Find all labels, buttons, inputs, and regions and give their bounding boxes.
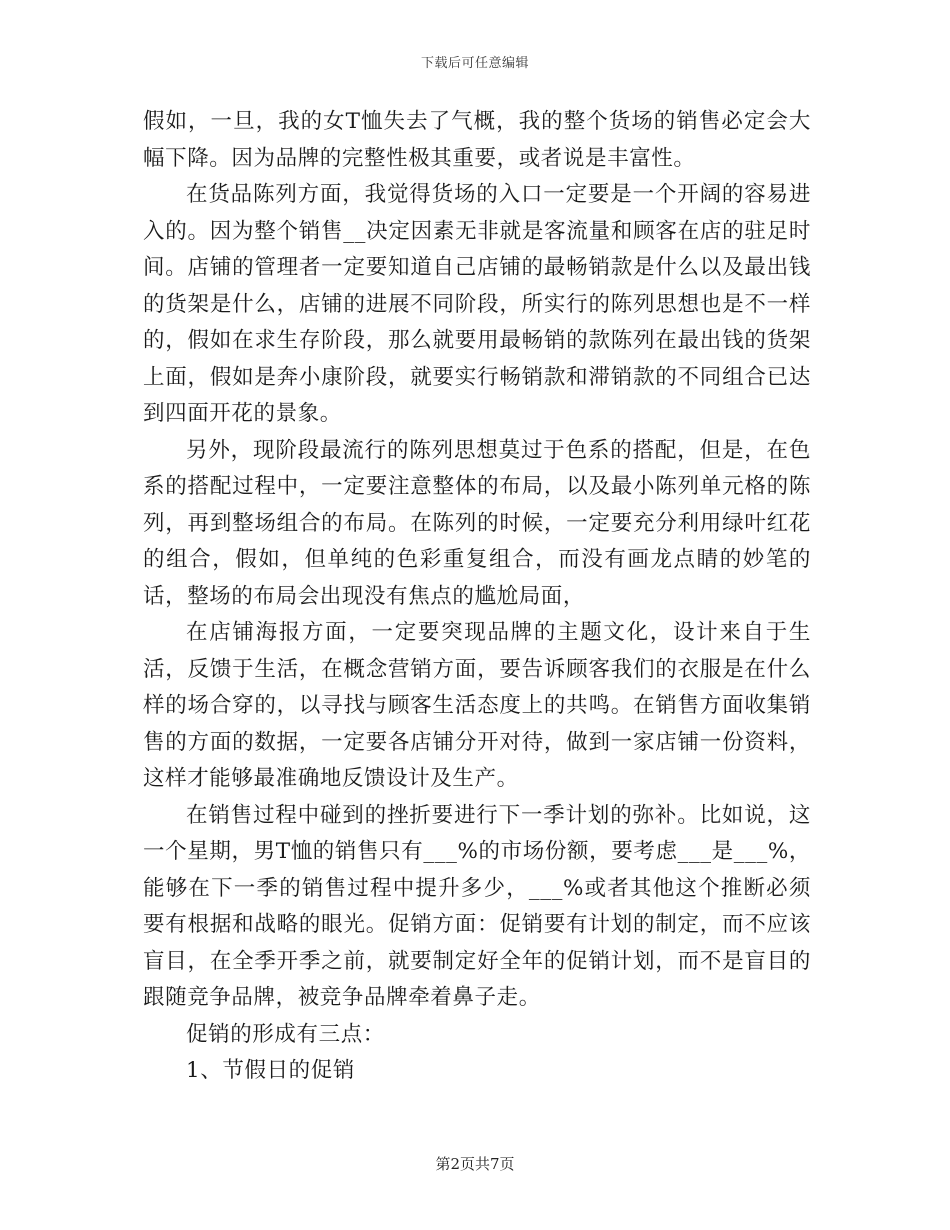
paragraph-2: 在货品陈列方面，我觉得货场的入口一定要是一个开阔的容易进入的。因为整个销售__决定因素无非就是客流量和顾客在店的驻足时间。店铺的管理者一定要知道自己店铺的最畅销款是什么以及最出钱的货架是什么，店铺的进展不同阶段，所实行的陈列思想也是不一样的，假如在求生存阶段，那么就要用最畅销的款陈列在最出钱的货架上面，假如是奔小康阶段，就要实行畅销款和滞销款的不同组合已达到四面开花的景象。 xyxy=(143,182,811,426)
paragraph-1: 假如，一旦，我的女T恤失去了气概，我的整个货场的销售必定会大幅下降。因为品牌的完整性极其重要，或者说是丰富性。 xyxy=(143,109,811,171)
paragraph-4: 在店铺海报方面，一定要突现品牌的主题文化，设计来自于生活，反馈于生活，在概念营销方面，要告诉顾客我们的衣服是在什么样的场合穿的，以寻找与顾客生活态度上的共鸣。在销售方面收集销售的方面的数据，一定要各店铺分开对待，做到一家店铺一份资料，这样才能够最准确地反馈设计及生产。 xyxy=(143,620,811,791)
document-body xyxy=(143,104,811,1090)
paragraph-6: 促销的形成有三点： xyxy=(186,1021,385,1047)
paragraph-3: 另外，现阶段最流行的陈列思想莫过于色系的搭配，但是，在色系的搭配过程中，一定要注意整体的布局，以及最小陈列单元格的陈列，再到整场组合的布局。在陈列的时候，一定要充分利用绿叶红花的组合，假如，但单纯的色彩重复组合，而没有画龙点睛的妙笔的话，整场的布局会出现没有焦点的尴尬局面， xyxy=(143,437,811,609)
paragraph-5: 在销售过程中碰到的挫折要进行下一季计划的弥补。比如说，这一个星期，男T恤的销售只有___%的市场份额，要考虑___是___%，能够在下一季的销售过程中提升多少，___%或者其他这个推断必须要有根据和战略的眼光。促销方面：促销要有计划的制定，而不应该盲目，在全季开季之前，就要制定好全年的促销计划，而不是盲目的跟随竞争品牌，被竞争品牌牵着鼻子走。 xyxy=(143,802,811,1010)
page-number: 第2页共7页 xyxy=(435,1155,515,1173)
page-header-note: 下载后可任意编辑 xyxy=(420,56,529,71)
list-item-1: 1、节假日的促销 xyxy=(186,1058,355,1083)
